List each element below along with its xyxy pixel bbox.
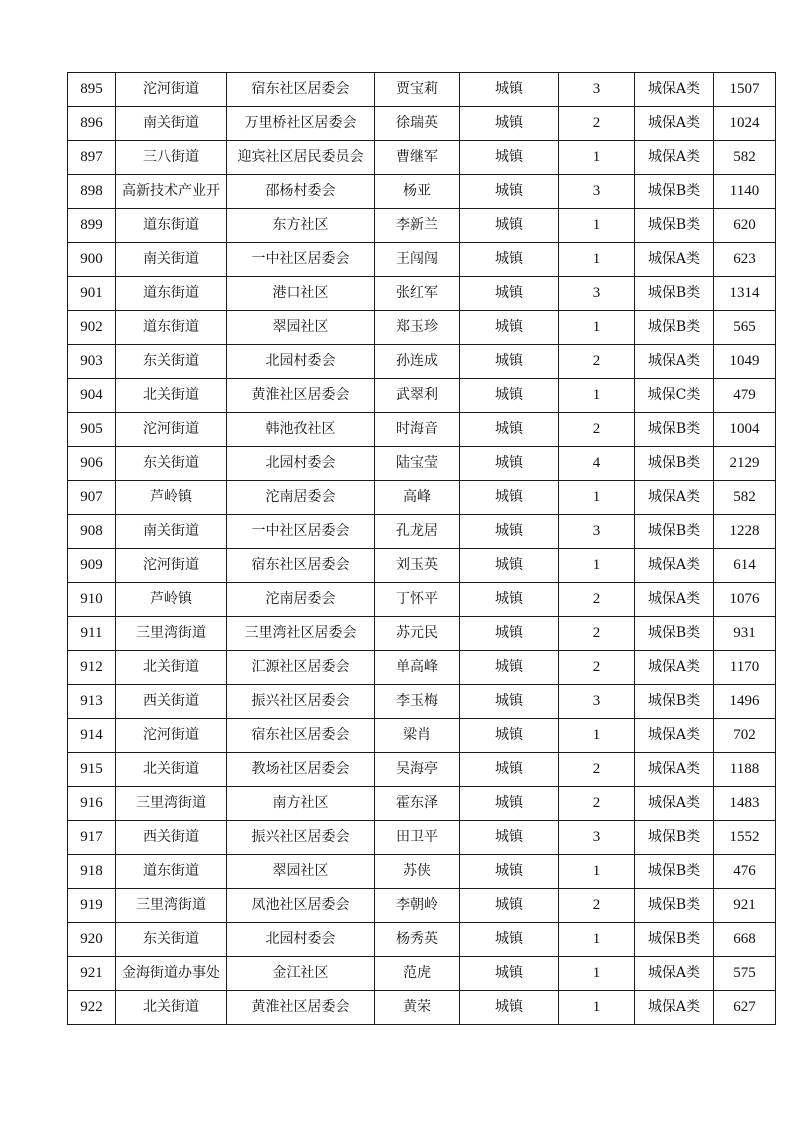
table-row [68,889,776,923]
household-type-cell: 城镇 [460,651,559,685]
insurance-category-cell: 城保B类 [635,447,714,481]
table-row [68,107,776,141]
table-row [68,175,776,209]
insurance-category-cell: 城保A类 [635,787,714,821]
insurance-category-cell: 城保B类 [635,277,714,311]
insurance-category-cell: 城保A类 [635,719,714,753]
table-row [68,209,776,243]
household-type-cell: 城镇 [460,787,559,821]
insurance-category-cell: 城保B类 [635,923,714,957]
insurance-category-cell: 城保A类 [635,583,714,617]
community-name-cell: 振兴社区居委会 [227,821,375,855]
street-name-cell: 三里湾街道 [116,617,227,651]
member-count-cell: 1 [559,481,635,515]
benefit-amount-cell: 582 [714,141,776,175]
row-number-cell: 912 [68,651,116,685]
person-name-cell: 孙连成 [375,345,460,379]
street-name-cell: 沱河街道 [116,73,227,107]
benefit-amount-cell: 1004 [714,413,776,447]
member-count-cell: 3 [559,73,635,107]
household-type-cell: 城镇 [460,311,559,345]
row-number-cell: 914 [68,719,116,753]
community-name-cell: 教场社区居委会 [227,753,375,787]
table-row [68,651,776,685]
household-type-cell: 城镇 [460,549,559,583]
table-row [68,345,776,379]
household-type-cell: 城镇 [460,175,559,209]
benefit-amount-cell: 1483 [714,787,776,821]
member-count-cell: 1 [559,923,635,957]
person-name-cell: 田卫平 [375,821,460,855]
benefit-amount-cell: 1507 [714,73,776,107]
member-count-cell: 1 [559,991,635,1025]
benefit-amount-cell: 620 [714,209,776,243]
insurance-category-cell: 城保B类 [635,821,714,855]
person-name-cell: 丁怀平 [375,583,460,617]
person-name-cell: 黄荣 [375,991,460,1025]
community-name-cell: 迎宾社区居民委员会 [227,141,375,175]
insurance-category-cell: 城保C类 [635,379,714,413]
street-name-cell: 金海街道办事处 [116,957,227,991]
beneficiary-table [67,72,776,1025]
member-count-cell: 1 [559,141,635,175]
person-name-cell: 王闯闯 [375,243,460,277]
benefit-amount-cell: 1314 [714,277,776,311]
benefit-amount-cell: 2129 [714,447,776,481]
table-row [68,447,776,481]
community-name-cell: 凤池社区居委会 [227,889,375,923]
member-count-cell: 3 [559,277,635,311]
benefit-amount-cell: 1049 [714,345,776,379]
row-number-cell: 903 [68,345,116,379]
benefit-amount-cell: 1076 [714,583,776,617]
person-name-cell: 武翠利 [375,379,460,413]
community-name-cell: 北园村委会 [227,923,375,957]
insurance-category-cell: 城保B类 [635,175,714,209]
community-name-cell: 宿东社区居委会 [227,549,375,583]
street-name-cell: 北关街道 [116,753,227,787]
insurance-category-cell: 城保B类 [635,311,714,345]
table-row [68,549,776,583]
street-name-cell: 沱河街道 [116,413,227,447]
person-name-cell: 李朝岭 [375,889,460,923]
street-name-cell: 东关街道 [116,447,227,481]
community-name-cell: 黄淮社区居委会 [227,379,375,413]
community-name-cell: 北园村委会 [227,447,375,481]
table-row [68,583,776,617]
household-type-cell: 城镇 [460,685,559,719]
street-name-cell: 道东街道 [116,277,227,311]
household-type-cell: 城镇 [460,73,559,107]
row-number-cell: 905 [68,413,116,447]
community-name-cell: 汇源社区居委会 [227,651,375,685]
benefit-amount-cell: 614 [714,549,776,583]
person-name-cell: 苏侠 [375,855,460,889]
row-number-cell: 900 [68,243,116,277]
benefit-amount-cell: 702 [714,719,776,753]
benefit-amount-cell: 479 [714,379,776,413]
street-name-cell: 东关街道 [116,923,227,957]
community-name-cell: 翠园社区 [227,311,375,345]
benefit-amount-cell: 1496 [714,685,776,719]
table-row [68,141,776,175]
household-type-cell: 城镇 [460,345,559,379]
member-count-cell: 3 [559,821,635,855]
table-row [68,379,776,413]
member-count-cell: 2 [559,617,635,651]
insurance-category-cell: 城保A类 [635,753,714,787]
community-name-cell: 一中社区居委会 [227,243,375,277]
table-row [68,73,776,107]
benefit-amount-cell: 1024 [714,107,776,141]
community-name-cell: 宿东社区居委会 [227,73,375,107]
insurance-category-cell: 城保A类 [635,243,714,277]
row-number-cell: 919 [68,889,116,923]
household-type-cell: 城镇 [460,277,559,311]
insurance-category-cell: 城保B类 [635,209,714,243]
benefit-amount-cell: 1140 [714,175,776,209]
household-type-cell: 城镇 [460,379,559,413]
table-row [68,957,776,991]
row-number-cell: 902 [68,311,116,345]
member-count-cell: 1 [559,957,635,991]
community-name-cell: 金江社区 [227,957,375,991]
street-name-cell: 沱河街道 [116,719,227,753]
community-name-cell: 一中社区居委会 [227,515,375,549]
community-name-cell: 南方社区 [227,787,375,821]
household-type-cell: 城镇 [460,515,559,549]
row-number-cell: 917 [68,821,116,855]
community-name-cell: 沱南居委会 [227,583,375,617]
street-name-cell: 三里湾街道 [116,889,227,923]
row-number-cell: 897 [68,141,116,175]
table-row [68,991,776,1025]
insurance-category-cell: 城保A类 [635,481,714,515]
street-name-cell: 西关街道 [116,821,227,855]
member-count-cell: 2 [559,107,635,141]
row-number-cell: 910 [68,583,116,617]
street-name-cell: 南关街道 [116,515,227,549]
row-number-cell: 899 [68,209,116,243]
person-name-cell: 刘玉英 [375,549,460,583]
household-type-cell: 城镇 [460,889,559,923]
benefit-amount-cell: 582 [714,481,776,515]
community-name-cell: 沱南居委会 [227,481,375,515]
member-count-cell: 1 [559,379,635,413]
benefit-amount-cell: 931 [714,617,776,651]
street-name-cell: 北关街道 [116,651,227,685]
insurance-category-cell: 城保A类 [635,107,714,141]
street-name-cell: 北关街道 [116,379,227,413]
street-name-cell: 三八街道 [116,141,227,175]
row-number-cell: 904 [68,379,116,413]
community-name-cell: 振兴社区居委会 [227,685,375,719]
person-name-cell: 张红军 [375,277,460,311]
person-name-cell: 范虎 [375,957,460,991]
insurance-category-cell: 城保A类 [635,991,714,1025]
household-type-cell: 城镇 [460,957,559,991]
person-name-cell: 李新兰 [375,209,460,243]
community-name-cell: 黄淮社区居委会 [227,991,375,1025]
street-name-cell: 道东街道 [116,209,227,243]
household-type-cell: 城镇 [460,141,559,175]
table-row [68,277,776,311]
street-name-cell: 西关街道 [116,685,227,719]
row-number-cell: 913 [68,685,116,719]
member-count-cell: 1 [559,549,635,583]
household-type-cell: 城镇 [460,753,559,787]
person-name-cell: 吴海亭 [375,753,460,787]
member-count-cell: 1 [559,311,635,345]
table-row [68,821,776,855]
member-count-cell: 2 [559,889,635,923]
row-number-cell: 921 [68,957,116,991]
table-row [68,243,776,277]
insurance-category-cell: 城保A类 [635,651,714,685]
insurance-category-cell: 城保B类 [635,855,714,889]
benefit-amount-cell: 921 [714,889,776,923]
street-name-cell: 北关街道 [116,991,227,1025]
insurance-category-cell: 城保A类 [635,141,714,175]
member-count-cell: 2 [559,345,635,379]
person-name-cell: 陆宝莹 [375,447,460,481]
benefit-amount-cell: 1188 [714,753,776,787]
member-count-cell: 2 [559,651,635,685]
row-number-cell: 898 [68,175,116,209]
street-name-cell: 南关街道 [116,243,227,277]
benefit-amount-cell: 575 [714,957,776,991]
insurance-category-cell: 城保A类 [635,345,714,379]
street-name-cell: 南关街道 [116,107,227,141]
table-row [68,617,776,651]
benefit-amount-cell: 476 [714,855,776,889]
insurance-category-cell: 城保B类 [635,617,714,651]
benefit-amount-cell: 1552 [714,821,776,855]
household-type-cell: 城镇 [460,243,559,277]
person-name-cell: 高峰 [375,481,460,515]
member-count-cell: 1 [559,855,635,889]
row-number-cell: 911 [68,617,116,651]
member-count-cell: 2 [559,753,635,787]
community-name-cell: 韩池孜社区 [227,413,375,447]
household-type-cell: 城镇 [460,107,559,141]
household-type-cell: 城镇 [460,481,559,515]
insurance-category-cell: 城保B类 [635,413,714,447]
row-number-cell: 918 [68,855,116,889]
member-count-cell: 1 [559,719,635,753]
row-number-cell: 922 [68,991,116,1025]
member-count-cell: 1 [559,243,635,277]
person-name-cell: 单高峰 [375,651,460,685]
household-type-cell: 城镇 [460,413,559,447]
row-number-cell: 896 [68,107,116,141]
community-name-cell: 翠园社区 [227,855,375,889]
member-count-cell: 2 [559,413,635,447]
person-name-cell: 苏元民 [375,617,460,651]
street-name-cell: 道东街道 [116,311,227,345]
street-name-cell: 道东街道 [116,855,227,889]
benefit-amount-cell: 1228 [714,515,776,549]
row-number-cell: 907 [68,481,116,515]
person-name-cell: 霍东泽 [375,787,460,821]
member-count-cell: 3 [559,685,635,719]
row-number-cell: 906 [68,447,116,481]
household-type-cell: 城镇 [460,209,559,243]
row-number-cell: 908 [68,515,116,549]
member-count-cell: 3 [559,515,635,549]
benefit-amount-cell: 627 [714,991,776,1025]
table-row [68,481,776,515]
insurance-category-cell: 城保B类 [635,685,714,719]
person-name-cell: 郑玉珍 [375,311,460,345]
row-number-cell: 915 [68,753,116,787]
person-name-cell: 杨秀英 [375,923,460,957]
table-row [68,413,776,447]
community-name-cell: 邵杨村委会 [227,175,375,209]
household-type-cell: 城镇 [460,447,559,481]
community-name-cell: 北园村委会 [227,345,375,379]
member-count-cell: 4 [559,447,635,481]
community-name-cell: 宿东社区居委会 [227,719,375,753]
person-name-cell: 杨亚 [375,175,460,209]
household-type-cell: 城镇 [460,991,559,1025]
table-row [68,787,776,821]
table-row [68,685,776,719]
row-number-cell: 909 [68,549,116,583]
member-count-cell: 2 [559,583,635,617]
insurance-category-cell: 城保A类 [635,73,714,107]
benefit-amount-cell: 623 [714,243,776,277]
household-type-cell: 城镇 [460,583,559,617]
row-number-cell: 895 [68,73,116,107]
table-body [68,73,776,1025]
community-name-cell: 港口社区 [227,277,375,311]
household-type-cell: 城镇 [460,855,559,889]
benefit-amount-cell: 668 [714,923,776,957]
household-type-cell: 城镇 [460,617,559,651]
insurance-category-cell: 城保B类 [635,515,714,549]
person-name-cell: 贾宝莉 [375,73,460,107]
person-name-cell: 曹继军 [375,141,460,175]
table-row [68,515,776,549]
community-name-cell: 三里湾社区居委会 [227,617,375,651]
community-name-cell: 万里桥社区居委会 [227,107,375,141]
person-name-cell: 李玉梅 [375,685,460,719]
insurance-category-cell: 城保B类 [635,889,714,923]
insurance-category-cell: 城保A类 [635,549,714,583]
street-name-cell: 芦岭镇 [116,583,227,617]
street-name-cell: 三里湾街道 [116,787,227,821]
table-row [68,311,776,345]
benefit-amount-cell: 565 [714,311,776,345]
person-name-cell: 梁肖 [375,719,460,753]
table-row [68,753,776,787]
community-name-cell: 东方社区 [227,209,375,243]
row-number-cell: 901 [68,277,116,311]
table-row [68,923,776,957]
row-number-cell: 920 [68,923,116,957]
street-name-cell: 东关街道 [116,345,227,379]
household-type-cell: 城镇 [460,923,559,957]
benefit-amount-cell: 1170 [714,651,776,685]
street-name-cell: 沱河街道 [116,549,227,583]
person-name-cell: 时海音 [375,413,460,447]
table-row [68,855,776,889]
table-row [68,719,776,753]
insurance-category-cell: 城保A类 [635,957,714,991]
member-count-cell: 3 [559,175,635,209]
member-count-cell: 1 [559,209,635,243]
row-number-cell: 916 [68,787,116,821]
street-name-cell: 芦岭镇 [116,481,227,515]
member-count-cell: 2 [559,787,635,821]
street-name-cell: 高新技术产业开 [116,175,227,209]
person-name-cell: 徐瑞英 [375,107,460,141]
household-type-cell: 城镇 [460,821,559,855]
household-type-cell: 城镇 [460,719,559,753]
person-name-cell: 孔龙居 [375,515,460,549]
